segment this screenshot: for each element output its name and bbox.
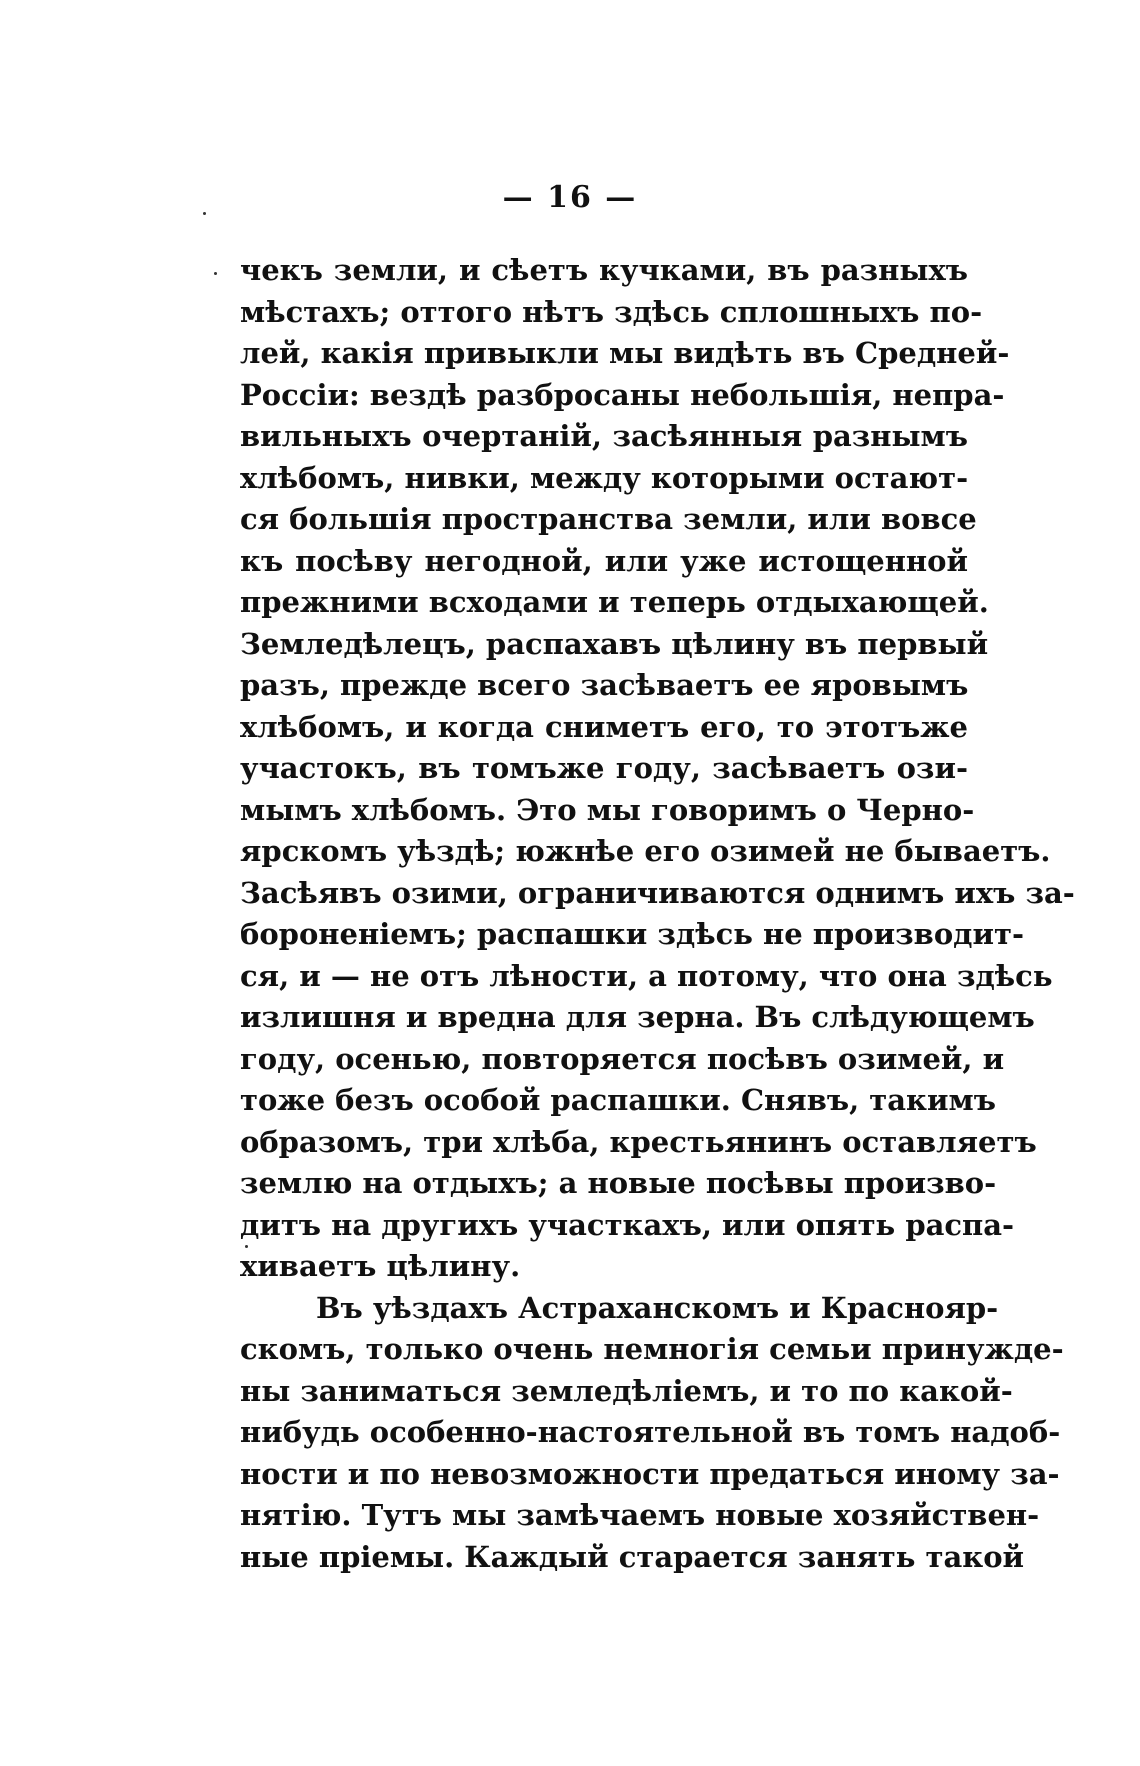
text-line: къ посѣву негодной, или уже истощенной — [240, 543, 968, 578]
text-line: дитъ на другихъ участкахъ, или опять распа- — [240, 1207, 1015, 1242]
text-line: скомъ, только очень немногія семьи принужде- — [240, 1332, 1064, 1366]
text-line: Россіи: вездѣ разбросаны небольшія, непра- — [240, 377, 1005, 412]
text-line: землю на отдыхъ; а новые посѣвы произво- — [240, 1166, 997, 1200]
text-line: ярскомъ уѣздѣ; южнѣе его озимей не бываетъ. — [240, 834, 1051, 868]
text-line: тоже безъ особой распашки. Снявъ, такимъ — [240, 1083, 996, 1117]
text-line: прежними всходами и теперь отдыхающей. — [240, 585, 989, 619]
text-line: ся, и — не отъ лѣности, а потому, что она здѣсь — [240, 958, 1053, 993]
page-number: — 16 — — [502, 180, 638, 215]
text-line: году, осенью, повторяется посѣвъ озимей, и — [240, 1041, 1005, 1076]
text-line: участокъ, въ томъже году, засѣваетъ ози- — [240, 751, 968, 785]
paragraph-start-line: Въ уѣздахъ Астраханскомъ и Краснояр- — [316, 1290, 999, 1325]
text-line: хлѣбомъ, нивки, между которыми остают- — [240, 460, 969, 495]
text-line: Засѣявъ озими, ограничиваются однимъ ихъ за- — [240, 875, 1075, 910]
text-line: образомъ, три хлѣба, крестьянинъ оставляетъ — [240, 1124, 1037, 1159]
text-line: лей, какія привыкли мы видѣть въ Средней- — [240, 336, 1010, 370]
text-line: Земледѣлецъ, распахавъ цѣлину въ первый — [240, 626, 989, 661]
text-line: мѣстахъ; оттого нѣтъ здѣсь сплошныхъ по- — [240, 294, 983, 329]
text-line: ся большія пространства земли, или вовсе — [240, 502, 977, 536]
text-line: ны заниматься земледѣліемъ, и то по какой- — [240, 1373, 1013, 1408]
scan-speck — [203, 212, 206, 215]
text-line: чекъ земли, и сѣетъ кучками, въ разныхъ — [240, 253, 968, 287]
text-line: вильныхъ очертаній, засѣянныя разнымъ — [240, 419, 968, 453]
text-line: мымъ хлѣбомъ. Это мы говоримъ о Черно- — [240, 792, 975, 827]
text-line: хлѣбомъ, и когда сниметъ его, то этотъже — [240, 709, 968, 744]
text-line: ности и по невозможности предаться иному за- — [240, 1456, 1060, 1491]
text-line: бороненіемъ; распашки здѣсь не производит- — [240, 917, 1025, 951]
scan-speck — [214, 272, 217, 275]
text-line: разъ, прежде всего засѣваетъ ее яровымъ — [240, 668, 969, 702]
scan-speck — [245, 1245, 248, 1248]
text-line: нибудь особенно-настоятельной въ томъ надоб- — [240, 1415, 1061, 1449]
text-line: ные пріемы. Каждый старается занять такой — [240, 1539, 1025, 1574]
text-line: излишня и вредна для зерна. Въ слѣдующемъ — [240, 1000, 1035, 1034]
text-line: нятію. Тутъ мы замѣчаемъ новые хозяйствен- — [240, 1498, 1040, 1532]
paragraph-end-line: хиваетъ цѣлину. — [240, 1249, 521, 1283]
body-text — [240, 250, 1075, 1578]
